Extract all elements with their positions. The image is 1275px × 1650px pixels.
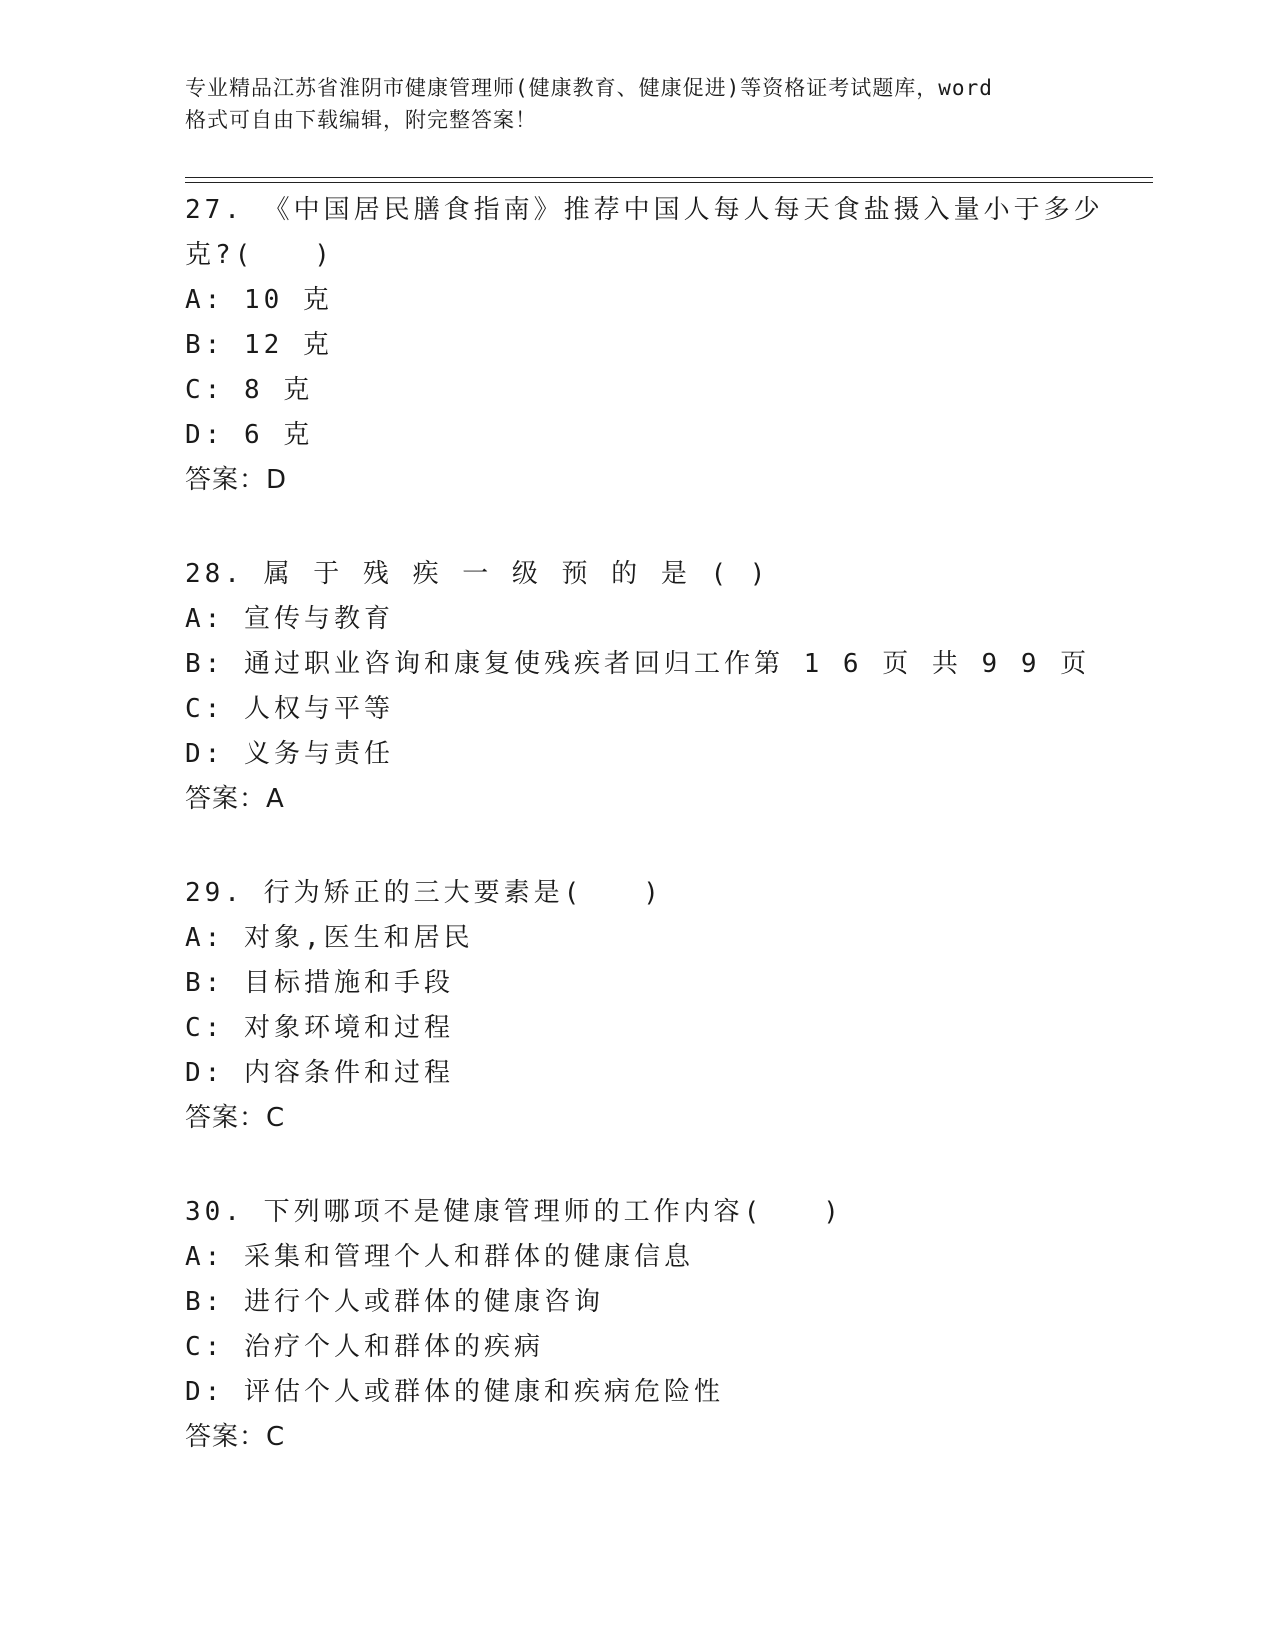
option-d: D: 义务与责任 (185, 739, 394, 769)
option-a: A: 对象,医生和居民 (185, 923, 474, 953)
option-c: C: 人权与平等 (185, 694, 394, 724)
question-stem: 29. 行为矫正的三大要素是( ) (185, 878, 663, 908)
question-30 (185, 1190, 1165, 1460)
answer-line: 答案：C (185, 1103, 286, 1133)
answer-line: 答案：A (185, 784, 285, 814)
option-b: B: 目标措施和手段 (185, 968, 454, 998)
question-28 (185, 552, 1165, 822)
option-d: D: 6 克 (185, 420, 314, 450)
option-c: C: 对象环境和过程 (185, 1013, 454, 1043)
option-a: A: 宣传与教育 (185, 604, 394, 634)
question-stem: 27. 《中国居民膳食指南》推荐中国人每人每天食盐摄入量小于多少 (185, 195, 1104, 225)
document-header (185, 72, 1085, 136)
option-a: A: 10 克 (185, 285, 333, 315)
header-divider-top (185, 177, 1153, 178)
option-c: C: 治疗个人和群体的疾病 (185, 1332, 544, 1362)
question-27 (185, 188, 1165, 503)
answer-line: 答案：C (185, 1422, 286, 1452)
question-stem: 28. 属 于 残 疾 一 级 预 的 是 ( ) (185, 559, 770, 589)
option-b: B: 通过职业咨询和康复使残疾者回归工作第 1 6 页 共 9 9 页 (185, 649, 1091, 679)
question-stem: 克?( ) (185, 240, 334, 270)
option-a: A: 采集和管理个人和群体的健康信息 (185, 1242, 694, 1272)
answer-line: 答案：D (185, 465, 288, 495)
header-line-2: 格式可自由下载编辑，附完整答案！ (185, 108, 537, 132)
option-b: B: 12 克 (185, 330, 333, 360)
question-29 (185, 871, 1165, 1141)
question-stem: 30. 下列哪项不是健康管理师的工作内容( ) (185, 1197, 843, 1227)
option-d: D: 内容条件和过程 (185, 1058, 454, 1088)
header-line-1: 专业精品江苏省淮阴市健康管理师(健康教育、健康促进)等资格证考试题库，word (185, 76, 993, 100)
option-c: C: 8 克 (185, 375, 314, 405)
header-divider-bottom (185, 182, 1153, 183)
option-d: D: 评估个人或群体的健康和疾病危险性 (185, 1377, 724, 1407)
option-b: B: 进行个人或群体的健康咨询 (185, 1287, 604, 1317)
